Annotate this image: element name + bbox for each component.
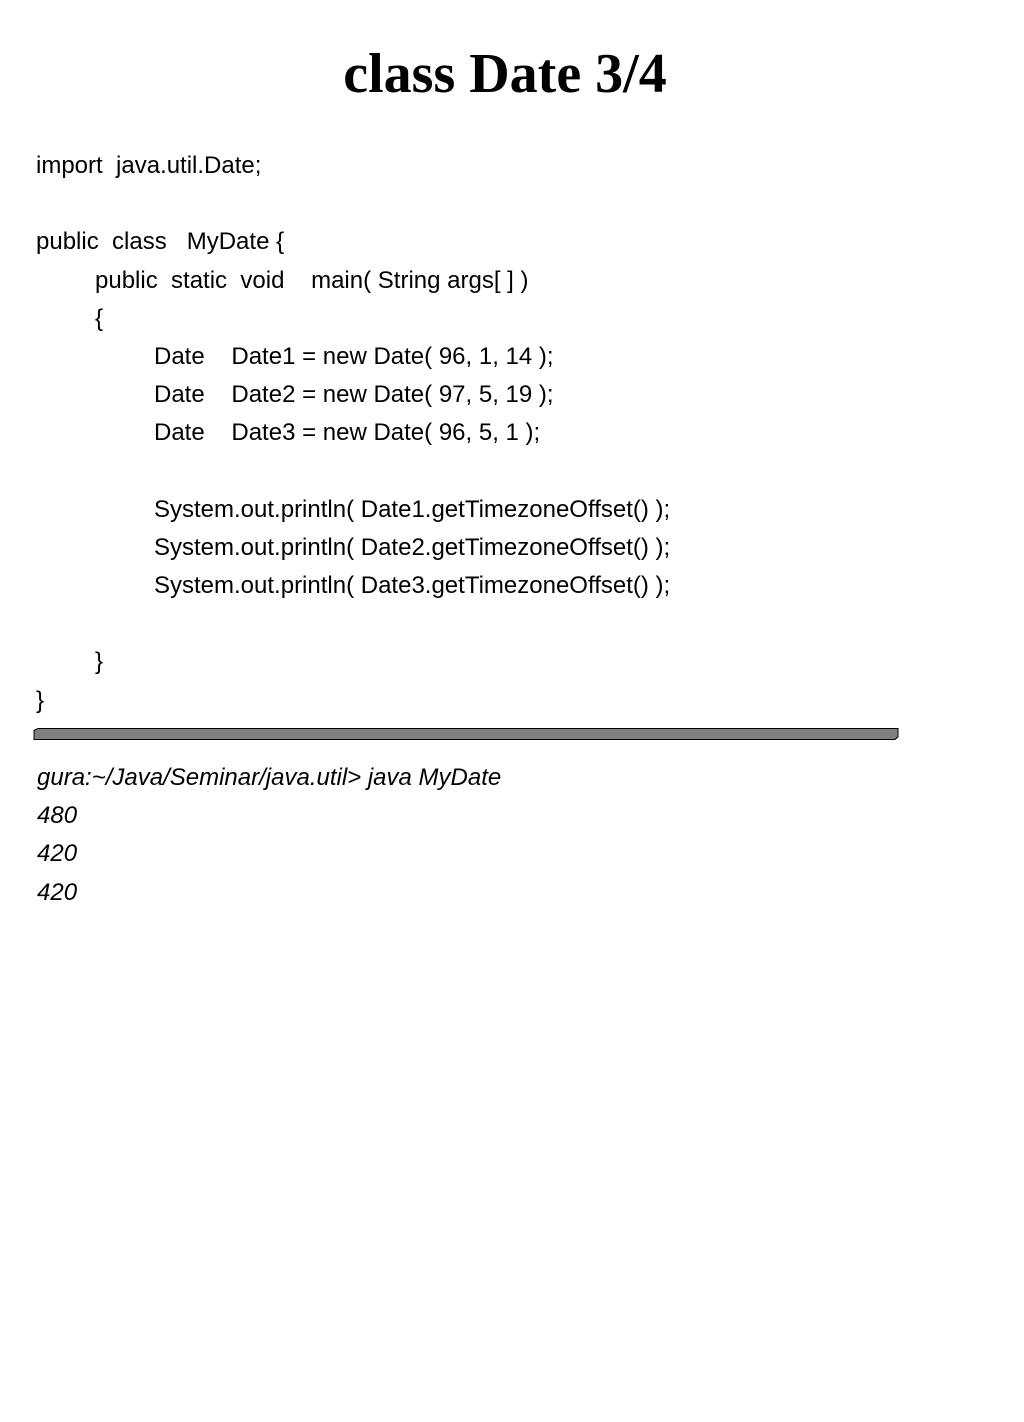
code-line-open-brace: { [95, 304, 104, 332]
terminal-output [37, 759, 501, 912]
code-line-close-brace-class: } [36, 686, 45, 714]
terminal-command-line: gura:~/Java/Seminar/java.util> java MyDate [37, 764, 502, 791]
code-line-println-date1: System.out.println( Date1.getTimezoneOffset() ); [154, 495, 671, 523]
code-line-blank [36, 453, 670, 491]
code-line-close-brace-main: } [95, 648, 104, 676]
slide-title: class Date 3/4 [343, 43, 667, 105]
output-value: 480 [37, 802, 78, 830]
code-line-main-signature: public static void main( String args[ ] ) [95, 266, 529, 294]
code-line-println-date2: System.out.println( Date2.getTimezoneOffset() ); [154, 533, 671, 561]
code-line-date3: Date Date3 = new Date( 96, 5, 1 ); [154, 419, 541, 447]
divider-bar [33, 728, 899, 740]
code-line-println-date3: System.out.println( Date3.getTimezoneOffset() ); [154, 572, 671, 600]
output-value: 420 [37, 840, 78, 868]
code-line-blank [36, 605, 670, 643]
code-line-blank [36, 185, 670, 223]
code-line-class-declaration: public class MyDate { [36, 228, 285, 256]
code-line-date1: Date Date1 = new Date( 96, 1, 14 ); [154, 342, 554, 370]
code-line-date2: Date Date2 = new Date( 97, 5, 19 ); [154, 381, 554, 409]
code-block [36, 147, 670, 720]
output-value: 420 [37, 878, 78, 906]
code-line-import: import java.util.Date; [36, 152, 262, 179]
